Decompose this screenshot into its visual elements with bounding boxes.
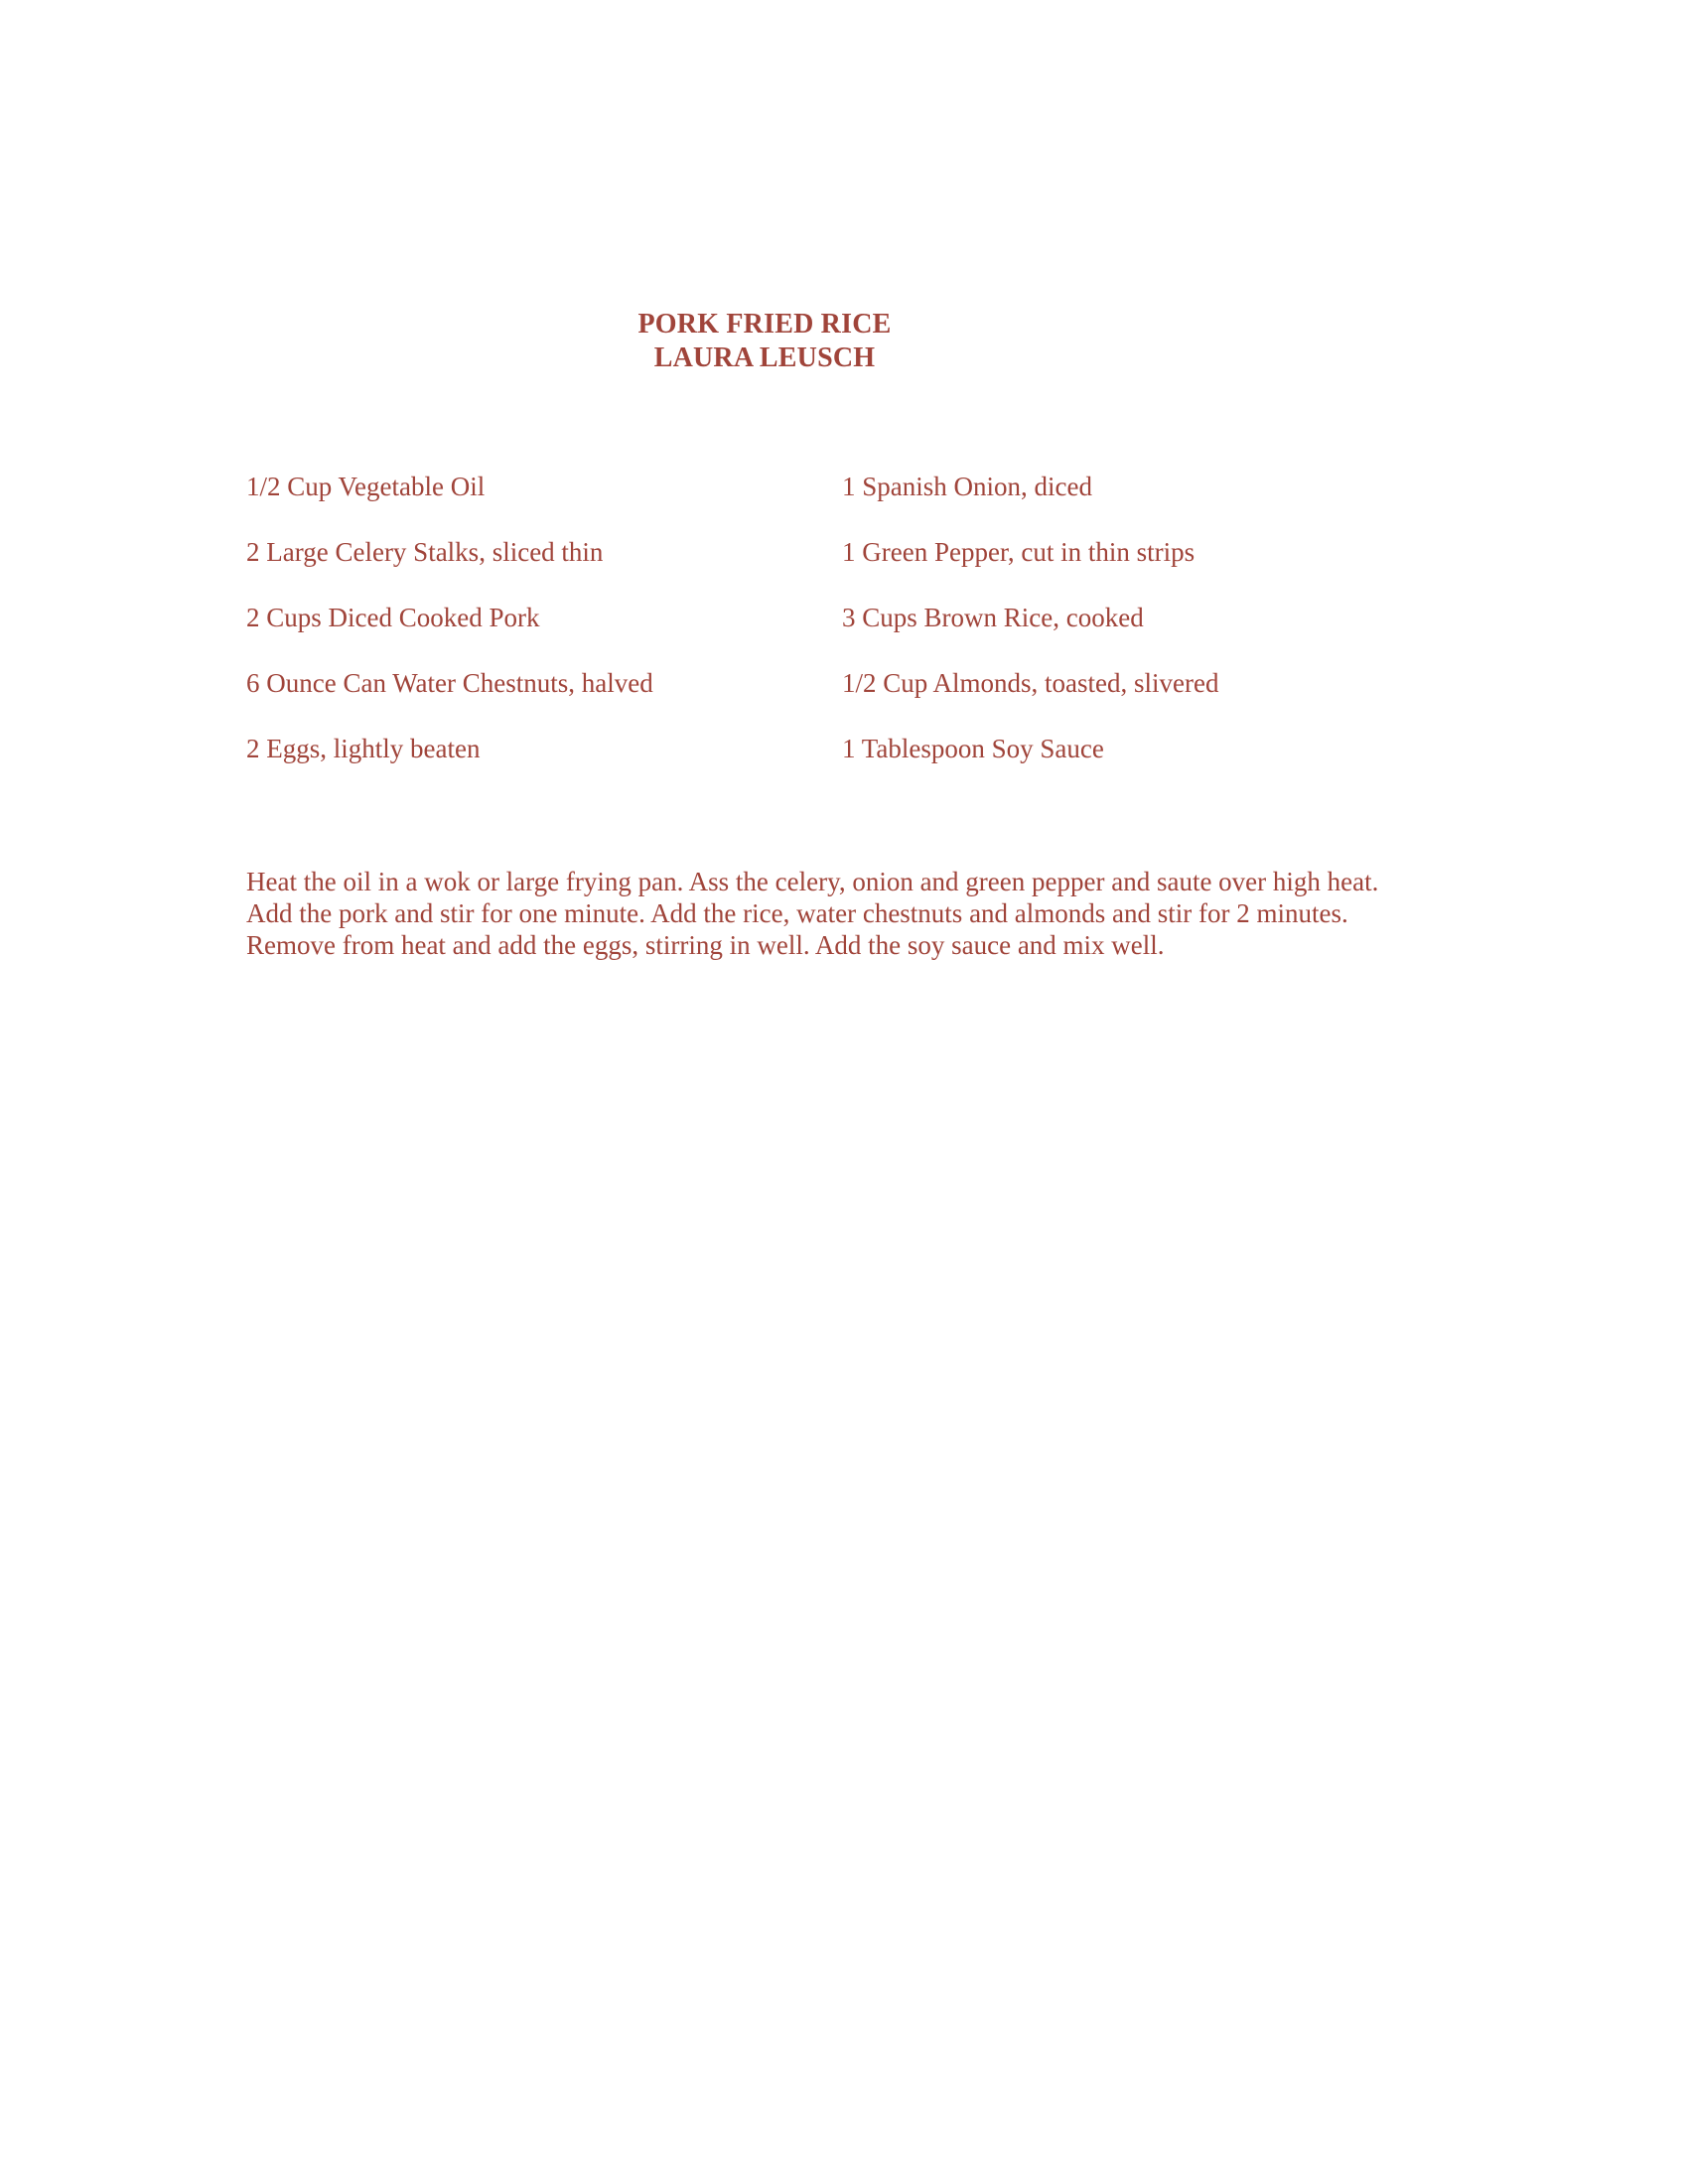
ingredient-item: 3 Cups Brown Rice, cooked: [842, 603, 1144, 632]
ingredient-item: 1 Green Pepper, cut in thin strips: [842, 537, 1196, 567]
recipe-instructions: Heat the oil in a wok or large frying pan. Ass the celery, onion and green pepper and saute over high heat. Add the pork and stir for one minute. Add the rice, water chestnuts and almonds and stir for 2 minutes. Remove from heat and add the eggs, stirring in well. Add the soy sauce and mix well.: [246, 867, 1379, 960]
ingredient-item: 2 Large Celery Stalks, sliced thin: [246, 537, 604, 567]
ingredients-list: [246, 471, 1398, 764]
ingredient-item: 6 Ounce Can Water Chestnuts, halved: [246, 668, 653, 698]
ingredient-item: 1/2 Cup Almonds, toasted, slivered: [842, 668, 1219, 698]
recipe-header: [0, 308, 1529, 375]
ingredient-item: 2 Cups Diced Cooked Pork: [246, 603, 540, 632]
ingredient-item: 1/2 Cup Vegetable Oil: [246, 472, 486, 501]
ingredient-item: 1 Spanish Onion, diced: [842, 472, 1092, 501]
recipe-author: LAURA LEUSCH: [653, 342, 876, 373]
ingredient-item: 1 Tablespoon Soy Sauce: [842, 734, 1104, 763]
recipe-title: PORK FRIED RICE: [637, 309, 892, 340]
ingredient-item: 2 Eggs, lightly beaten: [246, 734, 481, 763]
